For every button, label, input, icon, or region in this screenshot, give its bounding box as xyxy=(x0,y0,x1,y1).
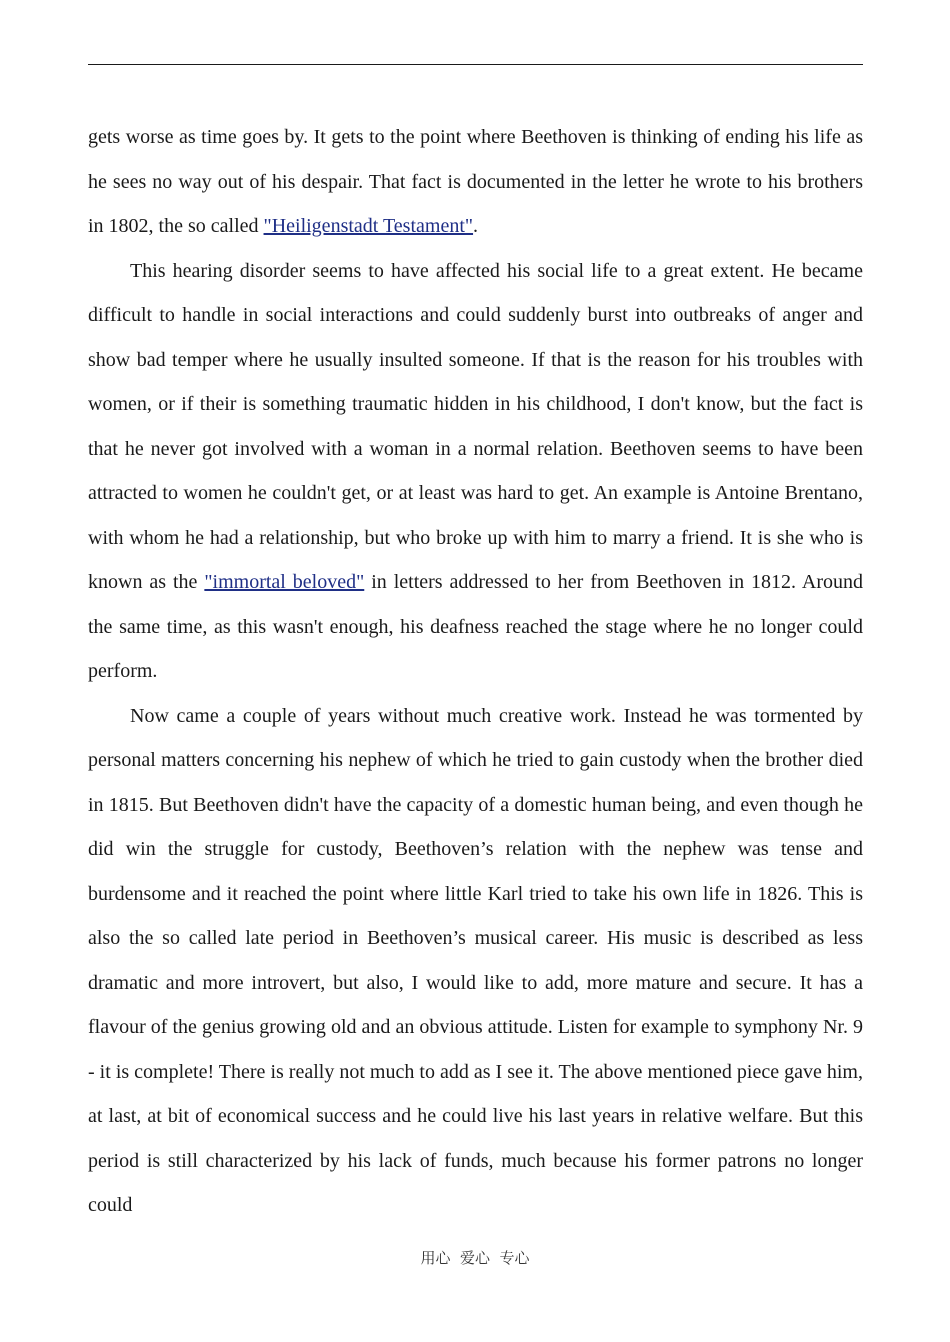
document-body xyxy=(88,115,863,1228)
paragraph-2-text-after: in letters addressed to her from Beethoven in 1812. Around the same time, as this wasn't enough, his deafness reached the stage where he no longer could perform. xyxy=(88,571,863,682)
paragraph-2 xyxy=(88,249,863,694)
immortal-beloved-link[interactable]: "immortal beloved" xyxy=(204,571,365,593)
paragraph-1-text-before: gets worse as time goes by. It gets to the point where Beethoven is thinking of ending his life as he sees no way out of his despair. That fact is documented in the letter he wrote to his brothers in 1802, the so called xyxy=(88,126,863,237)
paragraph-1 xyxy=(88,115,863,249)
header-rule xyxy=(88,64,863,65)
paragraph-1-text-after: . xyxy=(473,215,479,237)
paragraph-2-text-before: This hearing disorder seems to have affected his social life to a great extent. He became difficult to handle in social interactions and could suddenly burst into outbreaks of anger and show bad temper where he usually insulted someone. If that is the reason for his troubles with women, or if their is something traumatic hidden in his childhood, I don't know, but the fact is that he never got involved with a woman in a normal relation. Beethoven seems to have been attracted to women he couldn't get, or at least was hard to get. An example is Antoine Brentano, with whom he had a relationship, but who broke up with him to marry a friend. It is she who is known as the xyxy=(88,259,863,593)
paragraph-3: Now came a couple of years without much creative work. Instead he was tormented by personal matters concerning his nephew of which he tried to gain custody when the brother died in 1815. But Beethoven didn't have the capacity of a domestic human being, and even though he did win the struggle for custody, Beethoven’s relation with the nephew was tense and burdensome and it reached the point where little Karl tried to take his own life in 1826. This is also the so called late period in Beethoven’s musical career. His music is described as less dramatic and more introvert, but also, I would like to add, more mature and secure. It has a flavour of the genius growing old and an obvious attitude. Listen for example to symphony Nr. 9 - it is complete! There is really not much to add as I see it. The above mentioned piece gave him, at last, at bit of economical success and he could live his last years in relative welfare. But this period is still characterized by his lack of funds, much because his former patrons no longer could xyxy=(88,704,863,1216)
heiligenstadt-testament-link[interactable]: "Heiligenstadt Testament" xyxy=(263,215,474,237)
page-footer: 用心 爱心 专心 xyxy=(420,1249,530,1267)
